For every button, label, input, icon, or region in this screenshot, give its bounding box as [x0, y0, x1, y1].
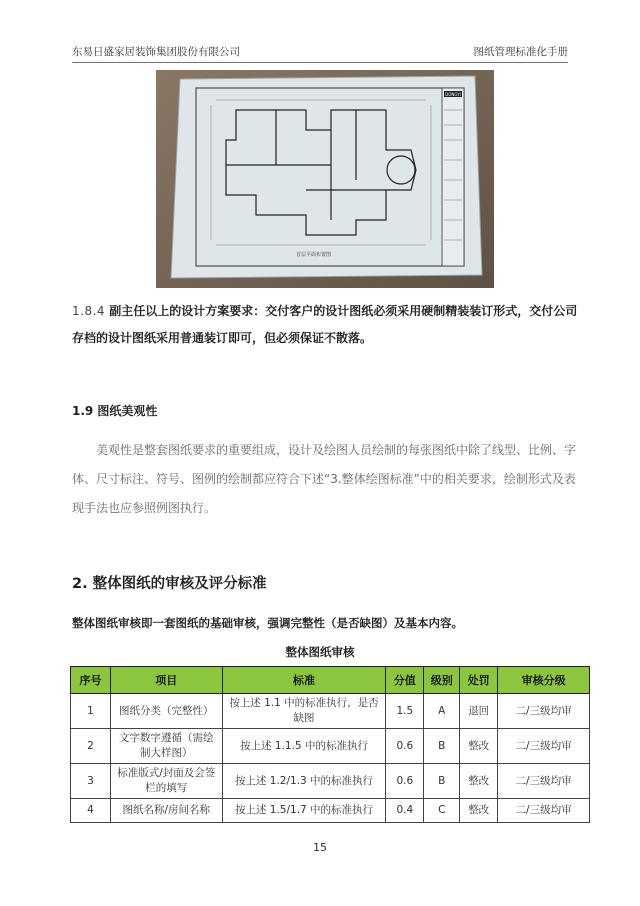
- section-1-9-body: 美观性是整套图纸要求的重要组成，设计及绘图人员绘制的每张图纸中除了线型、比例、字体、尺寸标注、符号、图例的绘制都应符合下述“3.整体绘图标准”中的相关要求，绘制形式及表现手法也应参照例图执行。: [72, 443, 577, 515]
- table-cell: 整改: [460, 729, 498, 764]
- page-number: 15: [313, 841, 327, 854]
- section-2-heading: 2. 整体图纸的审核及评分标准: [72, 576, 267, 592]
- table-row: [71, 764, 590, 799]
- drawing-logo: DONGYI: [445, 92, 461, 97]
- section-2-intro: 整体图纸审核即一套图纸的基础审核，强调完整性（是否缺图）及基本内容。: [72, 616, 463, 630]
- table-cell: 图纸分类（完整性）: [110, 694, 222, 729]
- column-header: 序号: [71, 667, 111, 694]
- table-cell: 3: [71, 764, 111, 799]
- floor-plan-photo: [156, 70, 494, 288]
- table-cell: 0.6: [386, 729, 424, 764]
- column-header: 标准: [222, 667, 386, 694]
- table-cell: 二/三级均审: [498, 729, 590, 764]
- table-cell: 二/三级均审: [498, 694, 590, 729]
- table-cell: 二/三级均审: [498, 799, 590, 823]
- table-cell: 标准版式/封面及会签栏的填写: [110, 764, 222, 799]
- table-cell: 文字数字遵循（需绘制大样图）: [110, 729, 222, 764]
- table-cell: 按上述 1.5/1.7 中的标准执行: [222, 799, 386, 823]
- table-cell: 退回: [460, 694, 498, 729]
- table-cell: 1: [71, 694, 111, 729]
- table-cell: 按上述 1.1 中的标准执行，是否缺图: [222, 694, 386, 729]
- table-cell: B: [424, 764, 460, 799]
- table-cell: 按上述 1.2/1.3 中的标准执行: [222, 764, 386, 799]
- table-cell: 整改: [460, 764, 498, 799]
- table-title: 整体图纸审核: [285, 645, 355, 659]
- table-cell: 二/三级均审: [498, 764, 590, 799]
- table-cell: C: [424, 799, 460, 823]
- table-cell: 按上述 1.1.5 中的标准执行: [222, 729, 386, 764]
- table-row: [71, 729, 590, 764]
- page-header: [72, 40, 568, 63]
- column-header: 审核分级: [498, 667, 590, 694]
- section-text: 副主任以上的设计方案要求：交付客户的设计图纸必须采用硬制精装装订形式，交付公司存档的设计图纸采用普通装订即可，但必须保证不散落。: [72, 304, 578, 345]
- manual-title: 图纸管理标准化手册: [473, 46, 568, 58]
- column-header: 处罚: [460, 667, 498, 694]
- table-cell: 4: [71, 799, 111, 823]
- drawing-caption: 首层平面布置图: [296, 252, 332, 258]
- table-cell: 2: [71, 729, 111, 764]
- section-number: 1.8.4: [72, 304, 106, 318]
- section-1-9-heading: 1.9 图纸美观性: [72, 404, 158, 418]
- table-row: [71, 799, 590, 823]
- column-header: 项目: [110, 667, 222, 694]
- table-cell: 1.5: [386, 694, 424, 729]
- column-header: 级别: [424, 667, 460, 694]
- table-cell: 整改: [460, 799, 498, 823]
- table-cell: 图纸名称/房间名称: [110, 799, 222, 823]
- table-row: [71, 694, 590, 729]
- table-header-row: [71, 667, 590, 694]
- review-table: [70, 666, 590, 823]
- table-cell: 0.4: [386, 799, 424, 823]
- table-cell: 0.6: [386, 764, 424, 799]
- company-name: 东易日盛家居装饰集团股份有限公司: [72, 46, 240, 58]
- section-1-8-4: [72, 298, 580, 352]
- table-cell: B: [424, 729, 460, 764]
- table-cell: A: [424, 694, 460, 729]
- column-header: 分值: [386, 667, 424, 694]
